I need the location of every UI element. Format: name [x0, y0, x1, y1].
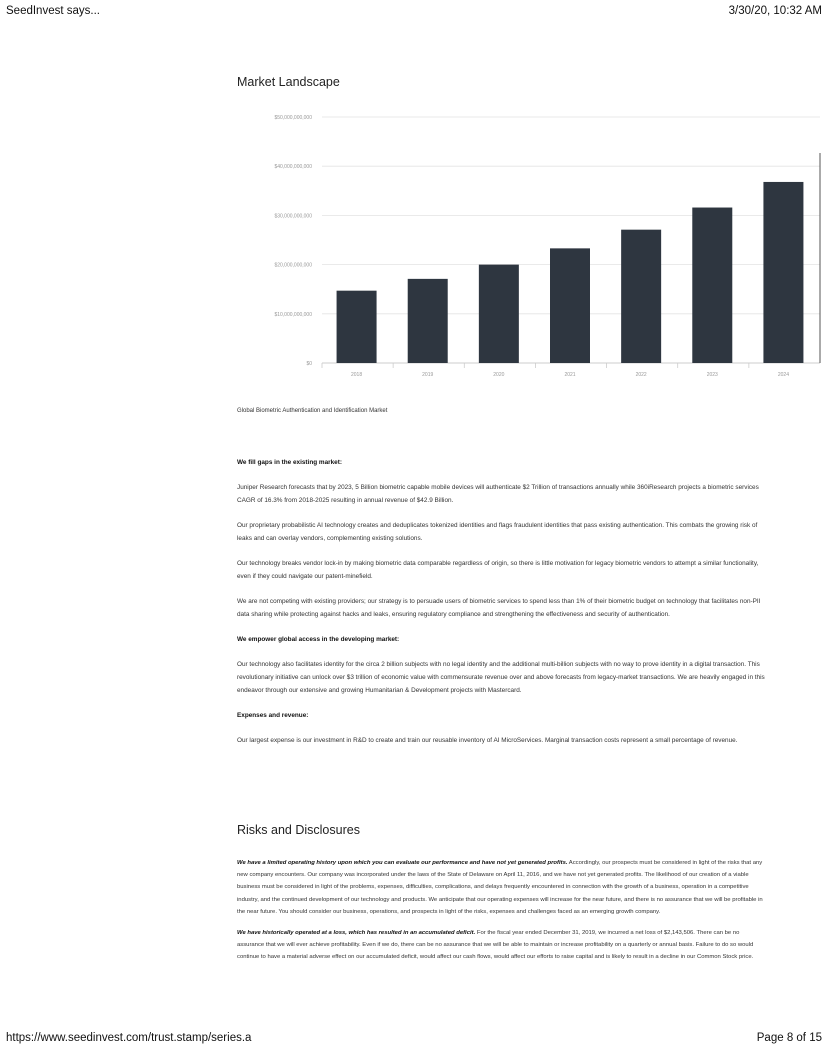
print-header-title: SeedInvest says... [6, 5, 100, 17]
risk-text: For the fiscal year ended December 31, 2019, we incurred a net loss of $2,143,506. There can be no assurance that we will ever achieve profitability. Even if we do, there can be no assurance that we will be able to maintain or increase profitability on a quarterly or annual basis. Failure to do so would continue to have a material adverse effect on our accumulated deficit, would affect our cash flows, would affect our efforts to raise capital and is likely to result in a decline in our Common Stock price. [237, 930, 754, 961]
risks-title: Risks and Disclosures [237, 823, 360, 837]
x-tick-label: 2022 [635, 372, 647, 378]
bar-2022 [621, 230, 661, 363]
risks-body [237, 857, 765, 964]
bar-2020 [479, 265, 519, 363]
bar-2018 [337, 291, 377, 363]
print-footer-page: Page 8 of 15 [756, 1032, 822, 1044]
x-tick-label: 2024 [777, 372, 789, 378]
paragraph-strategy: We are not competing with existing providers; our strategy is to persuade users of biometric services to spend less than 1% of their biometric budget on technology that facilitates non-PII data sharing while protecting against hacks and leaks, ensuring regulatory compliance and strengthening the effectiveness and security of authentication. [237, 598, 761, 618]
print-footer-url: https://www.seedinvest.com/trust.stamp/series.a [6, 1032, 252, 1044]
y-tick-label: $30,000,000,000 [274, 213, 312, 220]
access-heading: We empower global access in the developing market: [237, 636, 400, 643]
bar-2024 [763, 182, 803, 363]
x-tick-label: 2023 [706, 372, 718, 378]
bar-2021 [550, 248, 590, 363]
paragraph-vendor-lock-in: Our technology breaks vendor lock-in by making biometric data comparable regardless of origin, so there is little motivation for legacy biometric vendors to attempt a similar functionality, even if they could navigate our patent-minefield. [237, 560, 759, 580]
print-header [6, 5, 822, 17]
risk-lead: We have a limited operating history upon which you can evaluate our performance and have not yet generated profits. [237, 860, 568, 866]
paragraph-juniper: Juniper Research forecasts that by 2023, 5 Billion biometric capable mobile devices will authenticate $2 Trillion of transactions annually while 360iResearch projects a biometric services CAGR of 16.3% from 2018-2025 resulting in annual revenue of $42.9 Billion. [237, 484, 759, 504]
gaps-heading: We fill gaps in the existing market: [237, 459, 342, 466]
y-tick-label: $0 [306, 361, 312, 367]
market-landscape-title: Market Landscape [237, 75, 340, 89]
paragraph-ai-technology: Our proprietary probabilistic AI technology creates and deduplicates tokenized identities and flags fraudulent identities that pass existing authentication. This combats the growing risk of leaks and can overlay vendors, complementing existing solutions. [237, 522, 758, 542]
y-tick-label: $40,000,000,000 [274, 164, 312, 171]
bar-2019 [408, 279, 448, 363]
print-footer [6, 1032, 822, 1044]
risk-lead: We have historically operated at a loss, which has resulted in an accumulated deficit. [237, 930, 476, 937]
expenses-heading: Expenses and revenue: [237, 712, 309, 719]
risk-text: Accordingly, our prospects must be considered in light of the risks that any new company encounters. Our company was incorporated under the laws of the State of Delaware on April 11, 2016, and we have not yet generated profits. The likelihood of our creation of a viable business must be considered in light of the problems, expenses, difficulties, complications, and delays frequently encountered in connection with the growth of a business, operation in a competitive industry, and the continued development of our technology and products. We anticipate that our operating expenses will increase for the near future, and there is no assurance that we will be profitable in the near future. You should consider our business, operations, and prospects in light of the risks, expenses and challenges faced as an emerging growth company. [237, 860, 763, 915]
y-tick-label: $20,000,000,000 [274, 262, 312, 269]
risk-item [237, 857, 765, 918]
risk-item [237, 927, 765, 964]
y-tick-label: $10,000,000,000 [274, 311, 312, 318]
x-tick-label: 2021 [564, 372, 576, 378]
x-tick-label: 2020 [493, 372, 505, 378]
x-tick-label: 2019 [422, 372, 434, 378]
y-tick-label: $50,000,000,000 [274, 115, 312, 121]
bar-2023 [692, 208, 732, 363]
market-bar-chart [240, 105, 822, 385]
paragraph-global-access: Our technology also facilitates identity for the circa 2 billion subjects with no legal identity and the additional multi-billion subjects with no way to prove identity in a digital transaction. This revolutionary initiative can unlock over $3 trillion of economic value with commensurate revenue over and above forecasts from legacy-market transactions. We are heavily engaged in this endeavor through our extensive and growing Humanitarian & Development projects with Mastercard. [237, 661, 765, 694]
market-body [237, 456, 765, 747]
paragraph-expenses: Our largest expense is our investment in R&D to create and train our reusable inventory of AI MicroServices. Marginal transaction costs represent a small percentage of revenue. [237, 737, 738, 744]
print-header-datetime: 3/30/20, 10:32 AM [728, 5, 822, 17]
chart-caption: Global Biometric Authentication and Identification Market [237, 408, 388, 414]
x-tick-label: 2018 [351, 372, 363, 378]
